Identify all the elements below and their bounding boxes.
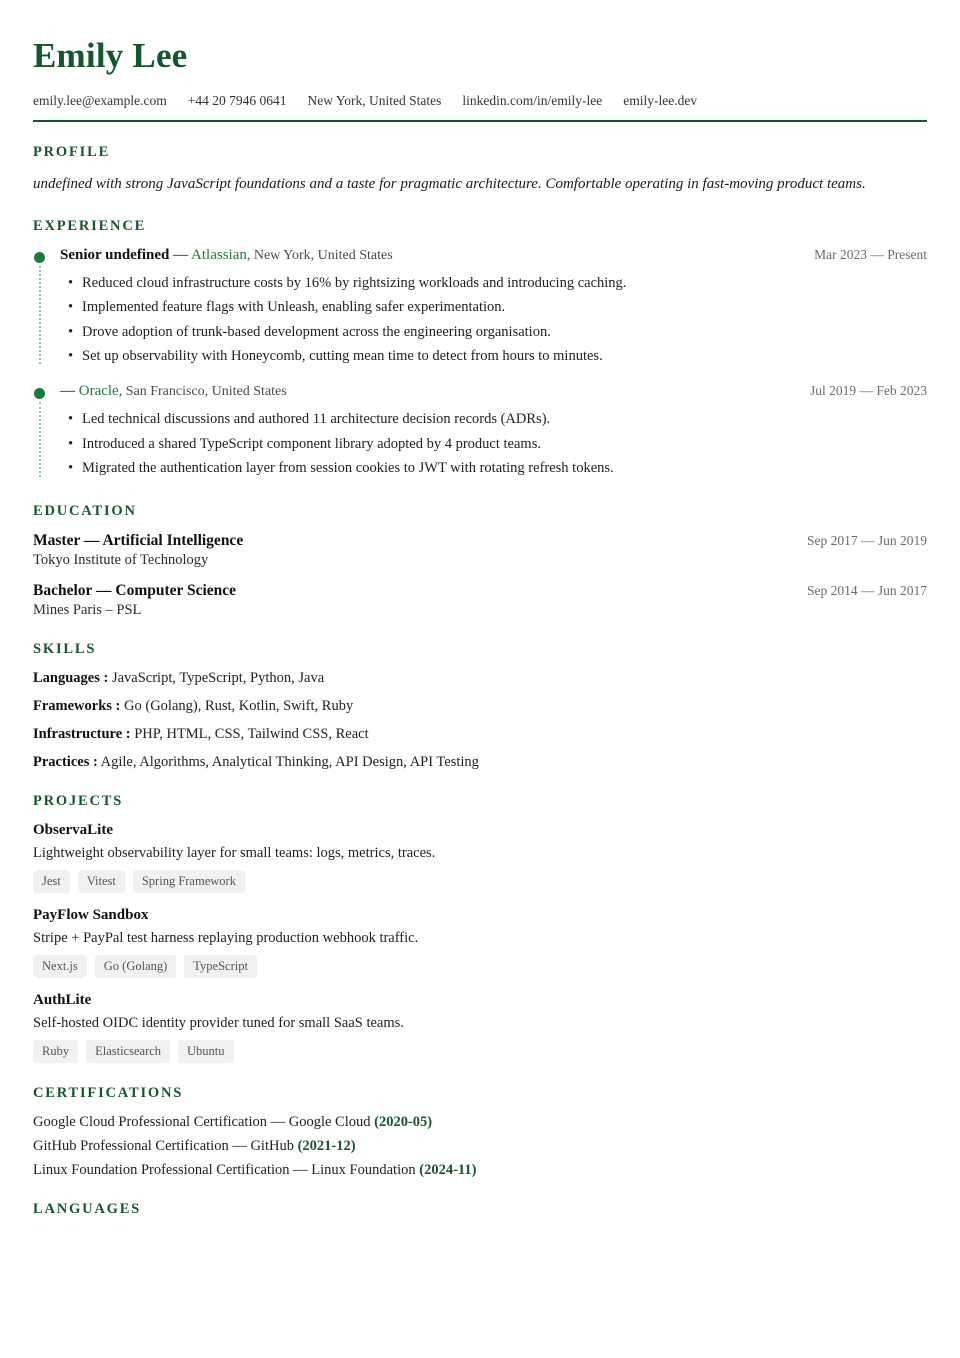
- skill-group: [33, 670, 927, 687]
- education-list: [33, 532, 927, 619]
- certification-date: (2024-11): [419, 1161, 477, 1178]
- contact-phone[interactable]: +44 20 7946 0641: [187, 92, 287, 108]
- skill-label: Languages :: [33, 669, 109, 686]
- section-languages: [33, 1201, 927, 1218]
- project-tag: Go (Golang): [95, 955, 177, 978]
- project-tag: Jest: [33, 870, 70, 893]
- project-tag: Ubuntu: [178, 1040, 234, 1063]
- skill-values: Go (Golang), Rust, Kotlin, Swift, Ruby: [124, 697, 354, 714]
- experience-bullet: • Implemented feature flags with Unleash, enabling safer experimentation.: [82, 295, 927, 319]
- section-projects: [33, 793, 927, 1063]
- certification-item: [33, 1114, 927, 1131]
- experience-bullets: [60, 407, 927, 480]
- experience-headline: [60, 383, 287, 400]
- certification-item: [33, 1162, 927, 1179]
- certification-name: GitHub Professional Certification — GitHub: [33, 1137, 298, 1154]
- timeline-line: [39, 266, 41, 364]
- experience-heading: [60, 383, 927, 400]
- project-item: [33, 822, 927, 893]
- experience-location: , New York, United States: [246, 248, 393, 263]
- skills-list: [33, 670, 927, 771]
- education-degree: Bachelor — Computer Science: [33, 581, 237, 599]
- education-school: Mines Paris – PSL: [33, 601, 142, 618]
- education-dates: Sep 2017 — Jun 2019: [806, 532, 927, 548]
- project-name: AuthLite: [33, 991, 92, 1008]
- project-item: [33, 992, 927, 1063]
- project-tag: Vitest: [78, 870, 125, 893]
- education-heading: [33, 582, 927, 600]
- experience-company: Oracle: [78, 383, 119, 400]
- skill-group: [33, 698, 927, 715]
- skill-values: Agile, Algorithms, Analytical Thinking, API Design, API Testing: [100, 753, 479, 770]
- contact-email[interactable]: emily.lee@example.com: [33, 92, 167, 108]
- experience-bullets: [60, 271, 927, 368]
- experience-bullet: • Drove adoption of trunk-based development across the engineering organisation.: [82, 320, 927, 344]
- experience-list: [33, 247, 927, 481]
- project-description: Lightweight observability layer for small teams: logs, metrics, traces.: [33, 844, 436, 861]
- experience-headline: [60, 247, 393, 264]
- experience-item: [33, 383, 927, 480]
- project-tag: Elasticsearch: [86, 1040, 170, 1063]
- experience-dates: Mar 2023 — Present: [814, 247, 927, 262]
- certification-date: (2020-05): [374, 1113, 433, 1130]
- project-item: [33, 907, 927, 978]
- contact-website[interactable]: emily-lee.dev: [623, 92, 698, 108]
- section-certifications: [33, 1085, 927, 1179]
- certification-name: Linux Foundation Professional Certification — Linux Foundation: [33, 1161, 420, 1178]
- skill-label: Practices :: [33, 753, 98, 770]
- contact-linkedin[interactable]: linkedin.com/in/emily-lee: [462, 92, 603, 108]
- project-description: Stripe + PayPal test harness replaying production webhook traffic.: [33, 929, 419, 946]
- project-tag: Ruby: [33, 1040, 78, 1063]
- experience-bullet: • Led technical discussions and authored 11 architecture decision records (ADRs).: [82, 407, 927, 431]
- project-name: PayFlow Sandbox: [33, 906, 149, 923]
- section-skills: [33, 641, 927, 771]
- experience-bullet: • Introduced a shared TypeScript component library adopted by 4 product teams.: [82, 432, 927, 456]
- project-tags: [33, 870, 927, 893]
- project-description: Self-hosted OIDC identity provider tuned for small SaaS teams.: [33, 1014, 404, 1031]
- experience-separator: —: [173, 247, 189, 263]
- project-tag: TypeScript: [184, 955, 257, 978]
- skill-label: Frameworks :: [33, 697, 121, 714]
- education-school: Tokyo Institute of Technology: [33, 551, 209, 568]
- project-tags: [33, 955, 927, 978]
- education-degree: Master — Artificial Intelligence: [33, 531, 244, 549]
- profile-summary: undefined with strong JavaScript foundations and a taste for pragmatic architecture. Comfortable operating in fast-moving product teams.: [33, 175, 866, 192]
- education-item: [33, 582, 927, 619]
- project-tag: Spring Framework: [133, 870, 245, 893]
- section-title-education: EDUCATION: [33, 502, 137, 519]
- experience-heading: [60, 247, 927, 264]
- skill-group: [33, 726, 927, 743]
- page-title: Emily Lee: [33, 36, 188, 75]
- section-education: [33, 503, 927, 619]
- section-title-skills: SKILLS: [33, 640, 97, 657]
- project-tag: Next.js: [33, 955, 87, 978]
- section-title-languages: LANGUAGES: [33, 1200, 142, 1217]
- skill-label: Infrastructure :: [33, 725, 131, 742]
- experience-bullet: • Migrated the authentication layer from session cookies to JWT with rotating refresh tokens.: [82, 456, 927, 480]
- experience-company: Atlassian: [191, 247, 247, 263]
- skill-values: JavaScript, TypeScript, Python, Java: [111, 669, 325, 686]
- experience-item: [33, 247, 927, 368]
- education-heading: [33, 532, 927, 550]
- section-title-profile: PROFILE: [33, 143, 111, 160]
- section-title-projects: PROJECTS: [33, 792, 124, 809]
- certification-name: Google Cloud Professional Certification — Google Cloud: [33, 1113, 375, 1130]
- certifications-list: [33, 1114, 927, 1179]
- project-tags: [33, 1040, 927, 1063]
- section-experience: [33, 218, 927, 481]
- experience-role: Senior undefined: [60, 247, 170, 263]
- experience-dates: Jul 2019 — Feb 2023: [809, 383, 927, 399]
- experience-separator: —: [60, 383, 75, 400]
- skill-values: PHP, HTML, CSS, Tailwind CSS, React: [134, 725, 369, 742]
- projects-list: [33, 822, 927, 1063]
- timeline-dot-icon: [34, 252, 45, 263]
- section-title-experience: EXPERIENCE: [33, 218, 147, 234]
- section-profile: [33, 144, 927, 196]
- section-title-certifications: CERTIFICATIONS: [33, 1084, 184, 1101]
- certification-date: (2021-12): [297, 1137, 356, 1154]
- experience-location: , San Francisco, United States: [118, 384, 287, 400]
- experience-bullet: • Set up observability with Honeycomb, cutting mean time to detect from hours to minutes.: [82, 344, 927, 368]
- certification-item: [33, 1138, 927, 1155]
- education-dates: Sep 2014 — Jun 2017: [806, 582, 927, 598]
- contact-location[interactable]: New York, United States: [307, 92, 442, 108]
- timeline-dot-icon: [34, 388, 45, 399]
- project-name: ObservaLite: [33, 821, 113, 838]
- education-item: [33, 532, 927, 569]
- timeline-line: [39, 402, 41, 476]
- resume-header: [33, 38, 927, 122]
- skill-group: [33, 754, 927, 771]
- experience-bullet: • Reduced cloud infrastructure costs by 16% by rightsizing workloads and introducing caching.: [82, 271, 927, 295]
- contact-row: [33, 93, 927, 122]
